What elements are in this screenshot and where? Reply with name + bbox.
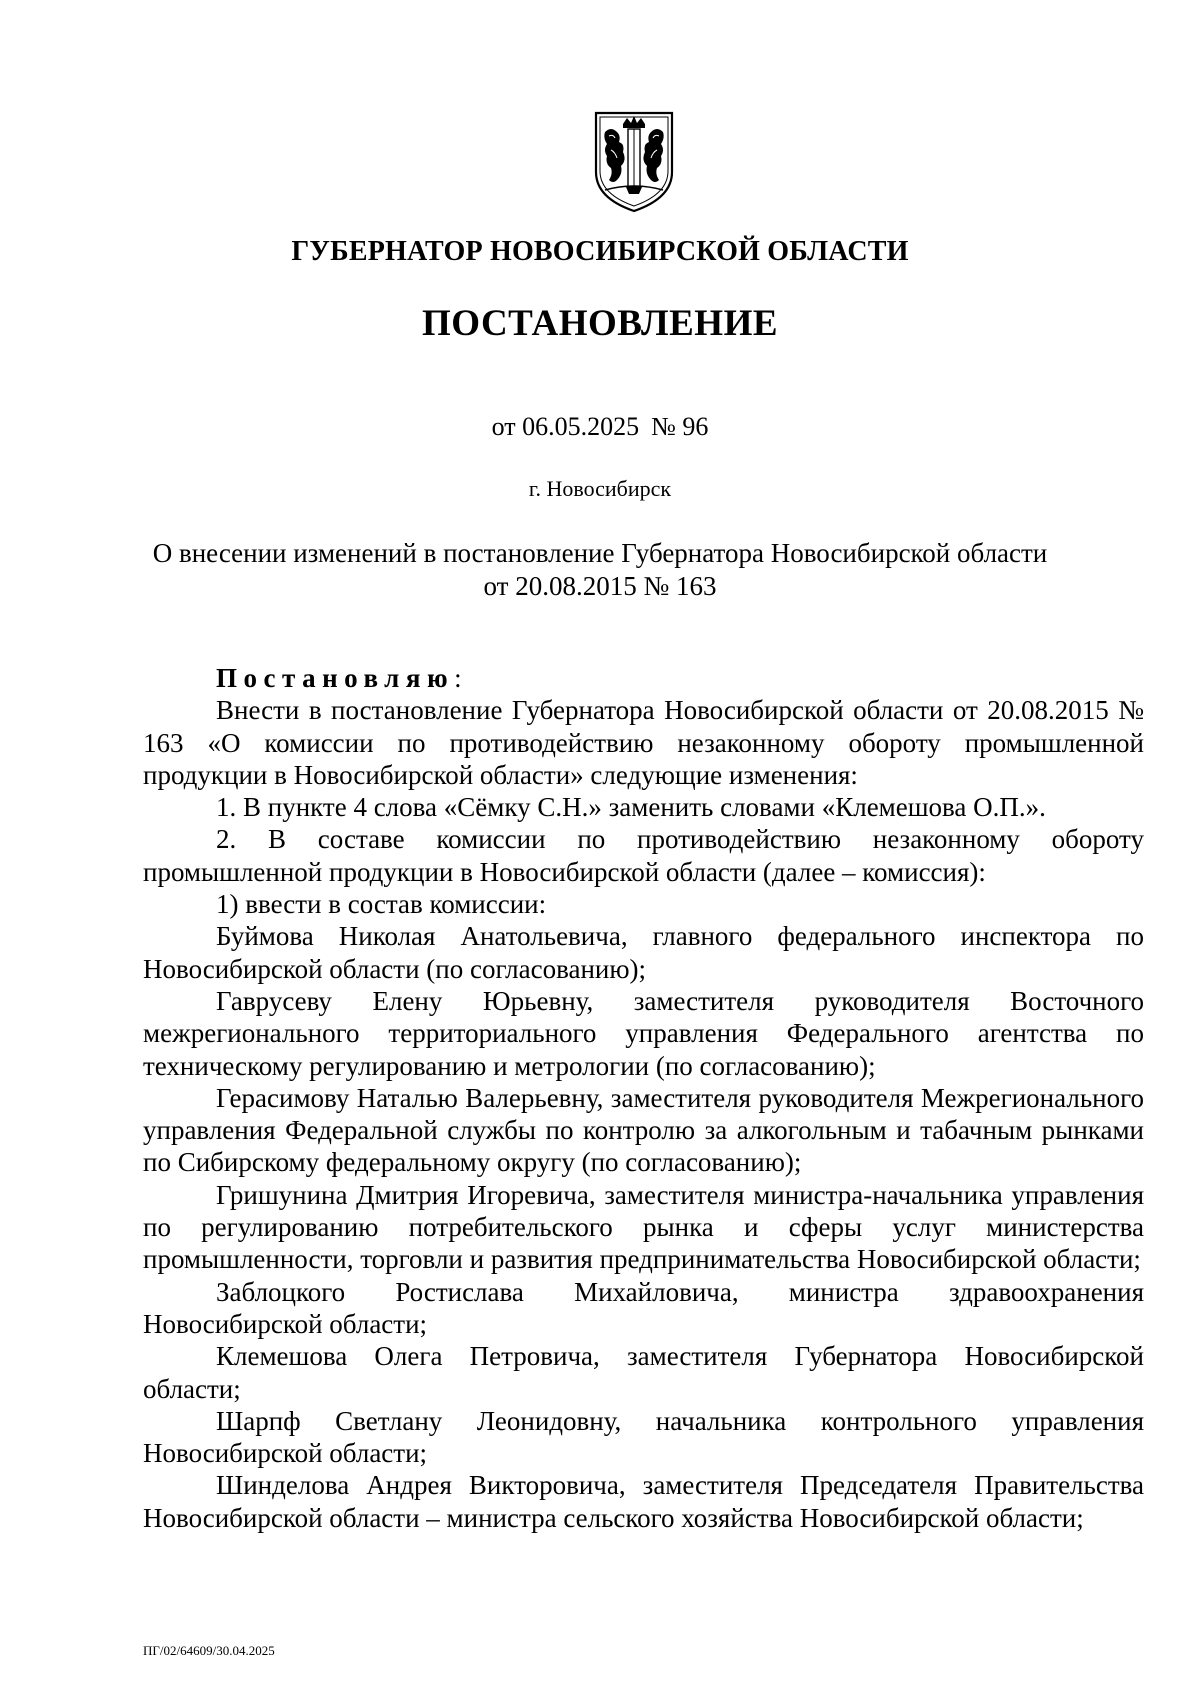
body-paragraph: Буймова Николая Анатольевича, главного федерального инспектора по Новосибирской области (по согласованию); [143,921,1144,984]
document-subject [0,537,1200,603]
subject-line: от 20.08.2015 № 163 [483,571,717,601]
coat-of-arms-icon [593,110,675,214]
decree-word: Постановляю [216,663,455,693]
document-date: от 06.05.2025 [491,412,640,441]
decree-heading [143,662,1144,694]
issuing-authority: ГУБЕРНАТОР НОВОСИБИРСКОЙ ОБЛАСТИ [291,236,909,267]
subject-line: О внесении изменений в постановление Губернатора Новосибирской области [152,538,1048,568]
document-body [143,662,1144,1534]
body-paragraph: Внести в постановление Губернатора Новосибирской области от 20.08.2015 № 163 «О комиссии по противодействию незаконному обороту промышленной продукции в Новосибирской области» следующие изменения: [143,695,1144,790]
decree-colon: : [454,663,462,693]
body-paragraph: 1. В пункте 4 слова «Сёмку С.Н.» заменить словами «Клемешова О.П.». [216,792,1046,823]
body-paragraph: 1) ввести в состав комиссии: [216,889,547,920]
document-number: № 96 [651,412,709,441]
document-type: ПОСТАНОВЛЕНИЕ [421,303,779,344]
document-registration-code: ПГ/02/64609/30.04.2025 [143,1643,275,1658]
body-paragraph: Шинделова Андрея Викторовича, заместителя Председателя Правительства Новосибирской области – министра сельского хозяйства Новосибирской области; [143,1470,1144,1533]
body-paragraph: Заблоцкого Ростислава Михайловича, министра здравоохранения Новосибирской области; [143,1276,1144,1339]
document-city: г. Новосибирск [528,476,672,501]
body-paragraph: Гаврусеву Елену Юрьевну, заместителя руководителя Восточного межрегионального территориального управления Федерального агентства по техническому регулированию и метрологии (по согласованию); [143,985,1144,1081]
document-date-number [0,412,1200,442]
body-paragraph: 2. В составе комиссии по противодействию незаконному обороту промышленной продукции в Новосибирской области (далее – комиссия): [143,824,1144,887]
body-paragraph: Герасимову Наталью Валерьевну, заместителя руководителя Межрегионального управления Федеральной службы по контролю за алкогольным и табачным рынками по Сибирскому федеральному округу (по согласованию); [143,1082,1144,1178]
body-paragraph: Гришунина Дмитрия Игоревича, заместителя министра-начальника управления по регулированию потребительского рынка и сферы услуг министерства промышленности, торговли и развития предпринимательства Новосибирской области; [143,1179,1144,1275]
body-paragraph: Клемешова Олега Петровича, заместителя Губернатора Новосибирской области; [143,1341,1144,1404]
body-paragraph: Шарпф Светлану Леонидовну, начальника контрольного управления Новосибирской области; [143,1405,1144,1469]
